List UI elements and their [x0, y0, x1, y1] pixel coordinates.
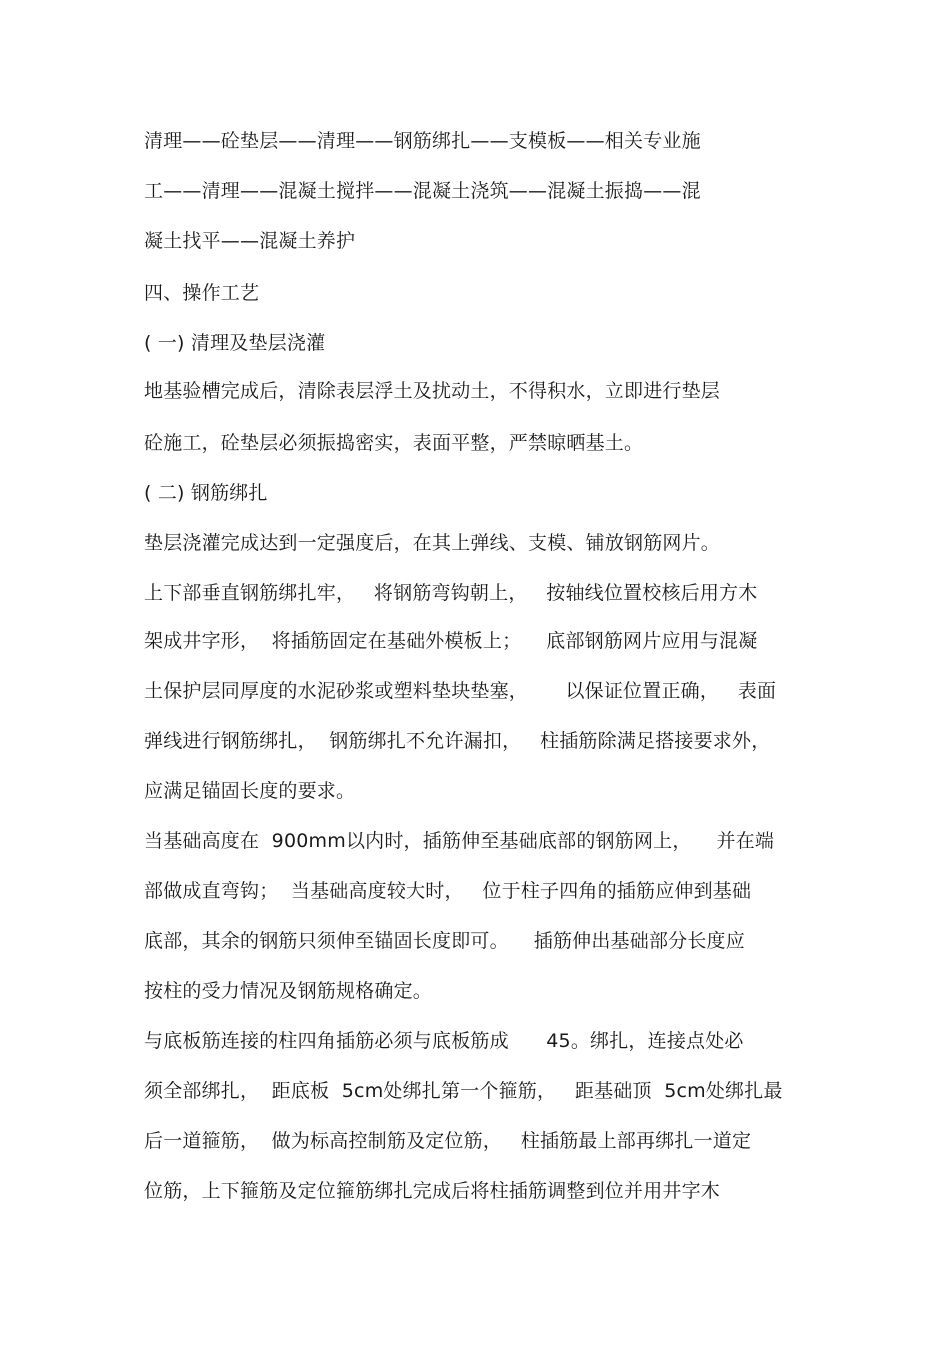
- text-line: 后一道箍筋， 做为标高控制筋及定位筋， 柱插筋最上部再绑扎一道定: [144, 1130, 752, 1152]
- text-line: 凝土找平——混凝土养护: [144, 230, 356, 252]
- text-line: 须全部绑扎， 距底板 5cm处绑扎第一个箍筋， 距基础顶 5cm处绑扎最: [144, 1080, 783, 1102]
- text-line: 按柱的受力情况及钢筋规格确定。: [144, 980, 433, 1002]
- text-line: 架成井字形， 将插筋固定在基础外模板上； 底部钢筋网片应用与混凝: [144, 630, 758, 652]
- text-line: 应满足锚固长度的要求。: [144, 780, 356, 802]
- text-line: 部做成直弯钩； 当基础高度较大时， 位于柱子四角的插筋应伸到基础: [144, 880, 752, 902]
- subsection-heading: ( 一) 清理及垫层浇灌: [144, 332, 326, 354]
- text-line: 上下部垂直钢筋绑扎牢， 将钢筋弯钩朝上， 按轴线位置校核后用方木: [144, 582, 758, 604]
- text-line: 土保护层同厚度的水泥砂浆或塑料垫块垫塞， 以保证位置正确， 表面: [144, 680, 777, 702]
- text-line: 地基验槽完成后，清除表层浮土及扰动土，不得积水，立即进行垫层: [144, 380, 721, 402]
- section-heading: 四、操作工艺: [144, 282, 260, 304]
- text-line: 砼施工，砼垫层必须振捣密实，表面平整，严禁晾晒基土。: [144, 432, 644, 454]
- text-line: 与底板筋连接的柱四角插筋必须与底板筋成 45。绑扎，连接点处必: [144, 1030, 744, 1052]
- text-line: 底部，其余的钢筋只须伸至锚固长度即可。 插筋伸出基础部分长度应: [144, 930, 745, 952]
- text-line: 工——清理——混凝土搅拌——混凝土浇筑——混凝土振捣——混: [144, 180, 701, 202]
- text-line: 清理——砼垫层——清理——钢筋绑扎——支模板——相关专业施: [144, 130, 701, 152]
- text-line: 垫层浇灌完成达到一定强度后，在其上弹线、支模、铺放钢筋网片。: [144, 532, 721, 554]
- text-line: 位筋，上下箍筋及定位箍筋绑扎完成后将柱插筋调整到位并用井字木: [144, 1180, 721, 1202]
- text-line: 当基础高度在 900mm以内时，插筋伸至基础底部的钢筋网上， 并在端: [144, 830, 775, 852]
- subsection-heading: ( 二) 钢筋绑扎: [144, 482, 268, 504]
- text-line: 弹线进行钢筋绑扎， 钢筋绑扎不允许漏扣， 柱插筋除满足搭接要求外，: [144, 730, 771, 752]
